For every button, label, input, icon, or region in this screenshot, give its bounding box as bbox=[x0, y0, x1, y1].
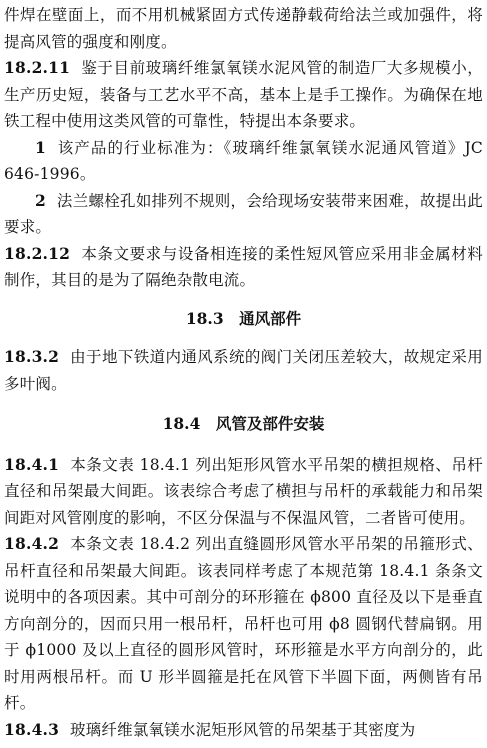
clause-18-4-1 bbox=[4, 452, 483, 532]
clause-18-3-2 bbox=[4, 344, 483, 397]
clause-18-2-12 bbox=[4, 241, 483, 294]
item-text: 法兰螺栓孔如排列不规则，会给现场安装带来困难，故提出此要求。 bbox=[4, 191, 483, 236]
section-number: 18.4 bbox=[162, 414, 201, 433]
clause-text: 由于地下铁道内通风系统的阀门关闭压差较大，故规定采用多叶阀。 bbox=[4, 348, 483, 393]
clause-number: 18.3.2 bbox=[4, 347, 60, 366]
section-title: 通风部件 bbox=[239, 308, 302, 328]
paragraph-continued bbox=[4, 2, 483, 55]
clause-text: 玻璃纤维氯氧镁水泥矩形风管的吊架基于其密度为 bbox=[69, 720, 416, 739]
clause-text: 鉴于目前玻璃纤维氯氧镁水泥风管的制造厂大多规模小，生产历史短，装备与工艺水平不高，基本上是手工操作。为确保在地铁工程中使用这类风管的可靠性，特提出本条要求。 bbox=[4, 59, 483, 130]
section-heading-18-4 bbox=[4, 411, 483, 438]
item-text: 该产品的行业标准为：《玻璃纤维氯氧镁水泥通风管道》JC 646-1996。 bbox=[4, 138, 483, 183]
clause-number: 18.4.1 bbox=[4, 454, 60, 474]
clause-text: 本条文表 18.4.1 列出矩形风管水平吊架的横担规格、吊杆直径和吊架最大间距。该表综合考虑了横担与吊杆的承载能力和吊架间距对风管刚度的影响，不区分保温与不保温风管，二者皆可使用。 bbox=[4, 455, 483, 527]
section-title: 风管及部件安装 bbox=[215, 414, 325, 433]
item-number: 2 bbox=[35, 190, 46, 210]
clause-18-4-3 bbox=[4, 717, 483, 744]
section-heading-18-3 bbox=[4, 306, 483, 333]
clause-18-2-11 bbox=[4, 55, 483, 135]
clause-18-4-2 bbox=[4, 531, 483, 717]
item-number: 1 bbox=[35, 137, 46, 157]
clause-text: 本条文表 18.4.2 列出直缝圆形风管水平吊架的吊箍形式、吊杆直径和吊架最大间距。该表同样考虑了本规范第 18.4.1 条条文说明中的各项因素。其中可剖分的环形箍在 ϕ800 直径及以下是垂直方向剖分的，因而只用一根吊杆，吊杆也可用 ϕ8 圆钢代替扁钢。用于 ϕ1000 及以上直径的圆形风管时，环形箍是水平方向剖分的，此时用两根吊杆。而 U 形半圆箍是托在风管下半圆下面，两侧皆有吊杆。 bbox=[4, 535, 483, 712]
paragraph-text: 件焊在壁面上，而不用机械紧固方式传递静载荷给法兰或加强件，将提高风管的强度和刚度。 bbox=[4, 6, 483, 51]
clause-number: 18.2.12 bbox=[4, 243, 71, 263]
item-2 bbox=[4, 188, 483, 241]
section-number: 18.3 bbox=[185, 308, 224, 328]
item-1 bbox=[4, 135, 483, 188]
clause-number: 18.2.11 bbox=[4, 58, 71, 77]
clause-number: 18.4.3 bbox=[4, 719, 60, 739]
clause-number: 18.4.2 bbox=[4, 534, 60, 553]
clause-text: 本条文要求与设备相连接的柔性短风管应采用非金属材料制作，其目的是为了隔绝杂散电流。 bbox=[4, 244, 483, 289]
